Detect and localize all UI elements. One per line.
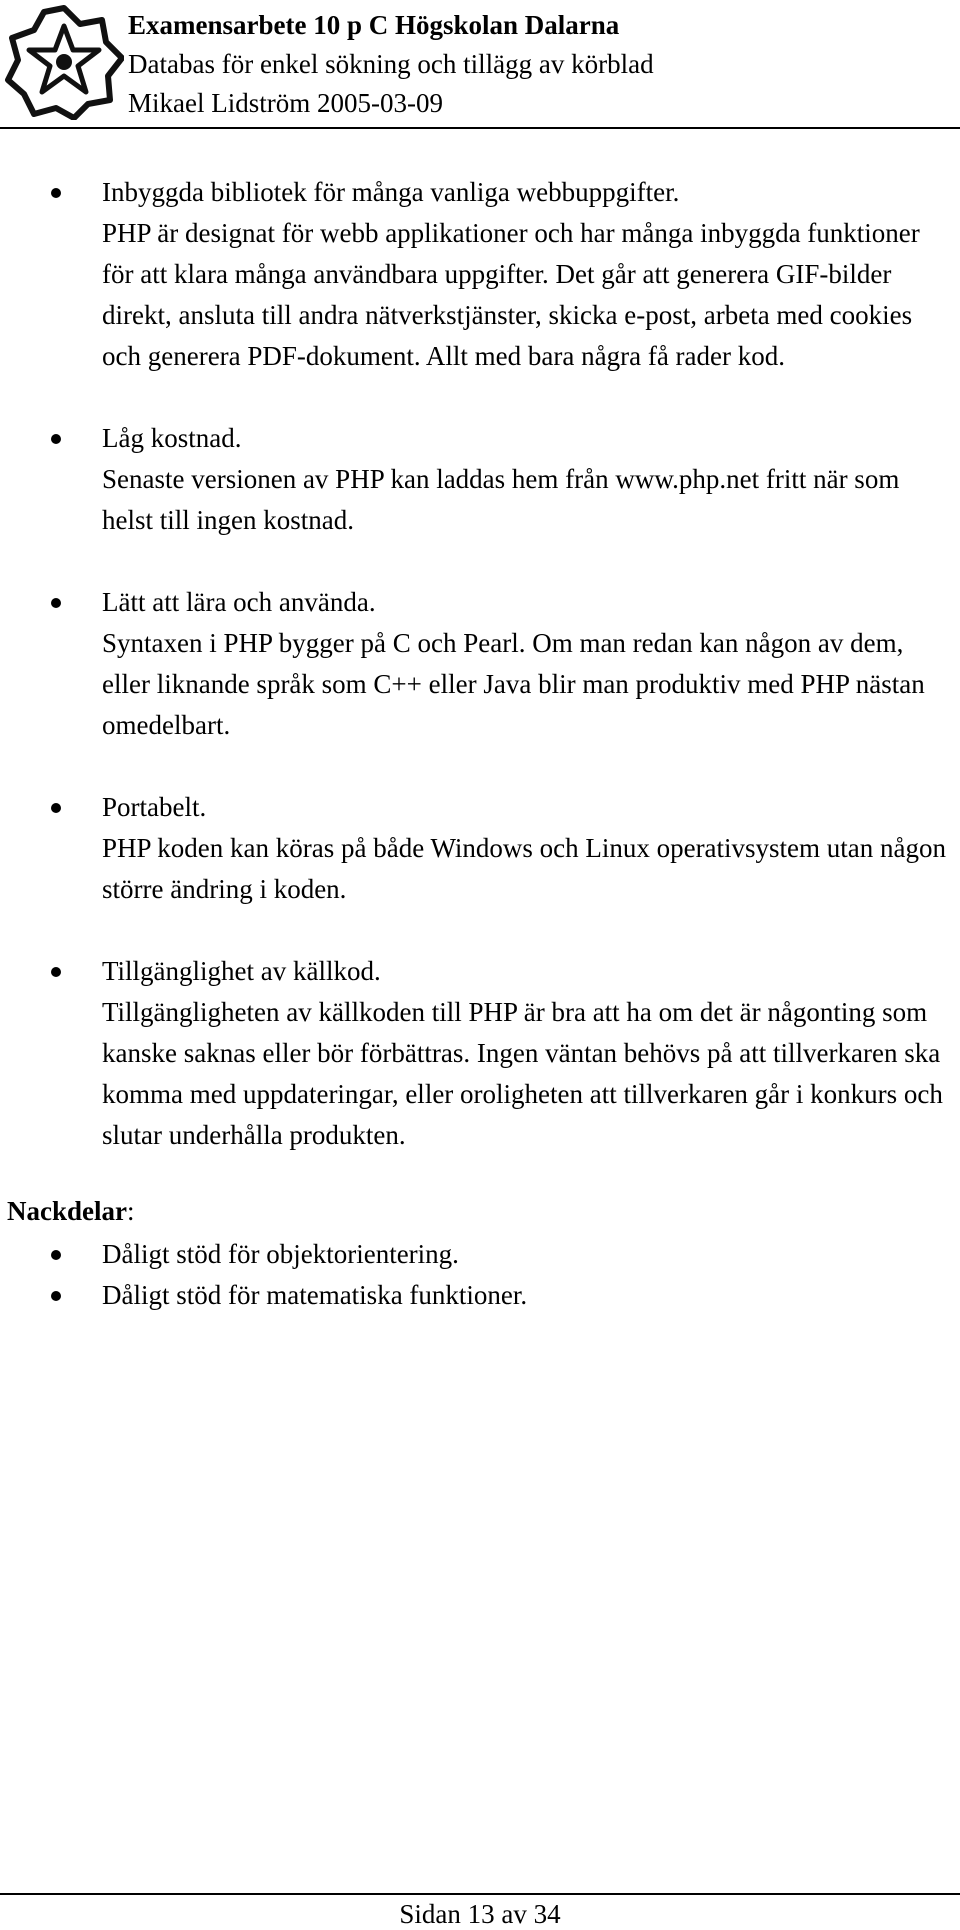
disadvantage-item (0, 1275, 960, 1316)
advantage-body: PHP koden kan köras på både Windows och Linux operativsystem utan någon större ändring i koden. (102, 833, 947, 904)
disadvantage-text: Dåligt stöd för matematiska funktioner. (102, 1280, 528, 1310)
header-divider (0, 127, 960, 129)
bullet-icon (51, 1250, 61, 1260)
advantage-title: Låg kostnad. (102, 423, 242, 453)
section-heading (0, 1191, 960, 1232)
advantage-item (0, 582, 960, 746)
footer-divider (0, 1893, 960, 1895)
advantage-body: Senaste versionen av PHP kan laddas hem från www.php.net fritt när som helst till ingen kostnad. (102, 464, 900, 535)
bullet-icon (51, 967, 61, 977)
bullet-icon (51, 598, 61, 608)
bullet-icon (51, 434, 61, 444)
page-number: Sidan 13 av 34 (399, 1899, 561, 1929)
advantage-item (0, 172, 960, 377)
advantage-title: Lätt att lära och använda. (102, 587, 376, 617)
bullet-icon (51, 1291, 61, 1301)
page-header (0, 0, 960, 130)
disadvantages-section (0, 1191, 960, 1316)
advantage-body: PHP är designat för webb applikationer och har många inbyggda funktioner för att klara många användbara uppgifter. Det går att generera GIF-bilder direkt, ansluta till andra nätverkstjänster, skicka e-post, arbeta med cookies och generera PDF-dokument. Allt med bara några få rader kod. (102, 218, 920, 371)
advantage-item (0, 951, 960, 1156)
advantage-body: Tillgängligheten av källkoden till PHP är bra att ha om det är någonting som kanske saknas eller bör förbättras. Ingen väntan behövs på att tillverkaren ska komma med uppdateringar, eller oroligheten att tillverkaren går i konkurs och slutar underhålla produkten. (102, 997, 943, 1150)
header-subtitle: Databas för enkel sökning och tillägg av körblad (128, 49, 654, 79)
header-title: Examensarbete 10 p C Högskolan Dalarna (128, 10, 620, 40)
advantage-title: Inbyggda bibliotek för många vanliga webbuppgifter. (102, 177, 680, 207)
document-body (0, 172, 960, 1316)
advantage-item (0, 787, 960, 910)
header-text (128, 6, 654, 123)
disadvantage-text: Dåligt stöd för objektorientering. (102, 1239, 459, 1269)
section-heading-label: Nackdelar (7, 1196, 127, 1226)
header-author-date: Mikael Lidström 2005-03-09 (128, 88, 443, 118)
bullet-icon (51, 188, 61, 198)
section-heading-colon: : (126, 1196, 135, 1226)
star-seal-icon (4, 4, 124, 120)
advantage-body: Syntaxen i PHP bygger på C och Pearl. Om man redan kan någon av dem, eller liknande språk som C++ eller Java blir man produktiv med PHP nästan omedelbart. (102, 628, 925, 740)
disadvantage-item (0, 1234, 960, 1275)
advantage-item (0, 418, 960, 541)
bullet-icon (51, 803, 61, 813)
advantage-title: Portabelt. (102, 792, 207, 822)
advantage-title: Tillgänglighet av källkod. (102, 956, 381, 986)
